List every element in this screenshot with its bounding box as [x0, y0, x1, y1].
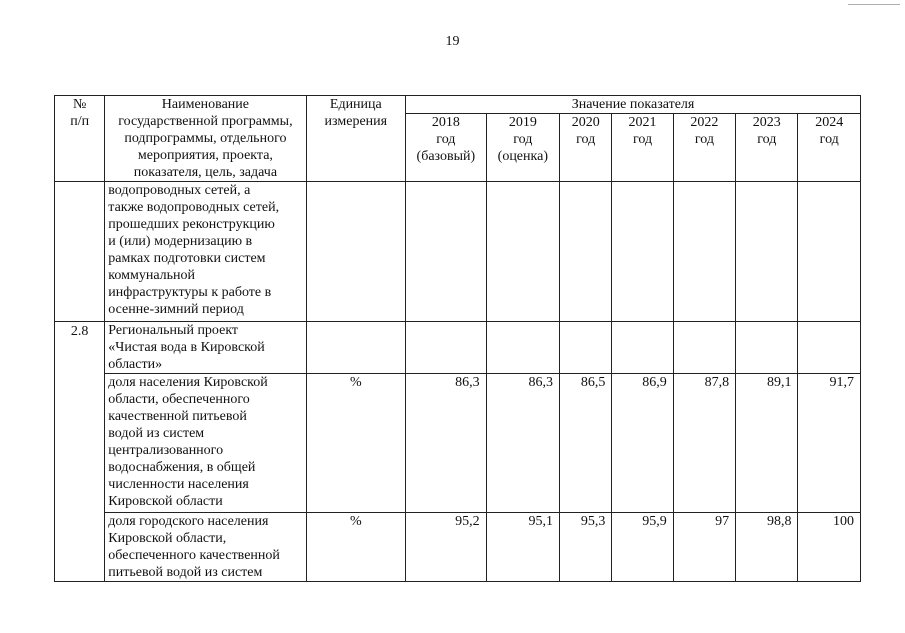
value-2020: [560, 182, 612, 322]
header-name-line: государственной программы,: [118, 114, 293, 129]
header-year-2024: [798, 114, 861, 182]
year-note: (базовый): [416, 149, 476, 165]
year-label: 2020: [571, 115, 600, 131]
row-name-line: коммунальной: [108, 268, 196, 283]
row-name-line: питьевой водой из систем: [108, 565, 263, 580]
row-name-line: водопроводных сетей, а: [108, 183, 251, 198]
row-name-line: области»: [108, 357, 163, 372]
year-word: год: [576, 132, 596, 148]
header-name-line: показателя, цель, задача: [133, 165, 278, 180]
row-name-line: инфраструктуры к работе в: [108, 285, 272, 300]
year-label: 2022: [690, 115, 719, 131]
header-row-top: [55, 96, 861, 114]
value-2020: 95,3: [560, 513, 612, 582]
row-unit: %: [306, 374, 406, 513]
row-name: [105, 182, 306, 322]
row-name-line: качественной питьевой: [108, 409, 247, 424]
header-year-2023: [736, 114, 798, 182]
value-2022: 97: [673, 513, 735, 582]
row-name: [105, 322, 306, 374]
header-num: [55, 96, 105, 182]
page-number: 19: [445, 34, 460, 49]
row-name-line: численности населения: [108, 477, 249, 492]
year-label: 2021: [628, 115, 657, 131]
row-name-line: и (или) модернизацию в: [108, 234, 253, 249]
value-2024: [798, 322, 861, 374]
year-word: год: [757, 132, 777, 148]
row-name-line: Кировской области,: [108, 531, 227, 546]
header-year-2020: [560, 114, 612, 182]
year-word: год: [513, 132, 533, 148]
value-2020: 86,5: [560, 374, 612, 513]
row-name-line: водоснабжения, в общей: [108, 460, 256, 475]
table-row: [55, 182, 861, 322]
row-name-line: водой из систем: [108, 426, 205, 441]
value-2020: [560, 322, 612, 374]
year-note: (оценка): [497, 149, 548, 165]
row-unit: %: [306, 513, 406, 582]
value-2018: 95,2: [406, 513, 486, 582]
value-2018: [406, 182, 486, 322]
row-name-line: централизованного: [108, 443, 224, 458]
row-unit: [306, 322, 406, 374]
value-2021: [612, 322, 673, 374]
row-name-line: рамках подготовки систем: [108, 251, 266, 266]
value-2019: [486, 322, 559, 374]
header-num-line: №: [72, 97, 87, 112]
value-2023: [736, 322, 798, 374]
year-label: 2019: [508, 115, 537, 131]
header-name: [105, 96, 306, 182]
year-label: 2023: [752, 115, 781, 131]
value-2022: 87,8: [673, 374, 735, 513]
indicators-table: [54, 95, 861, 582]
year-label: 2018: [431, 115, 460, 131]
value-2021: 95,9: [612, 513, 673, 582]
header-values-group: Значение показателя: [406, 96, 861, 114]
row-name-line: Региональный проект: [108, 323, 239, 338]
row-unit: [306, 182, 406, 322]
header-unit-line: измерения: [324, 114, 388, 129]
row-name-line: доля городского населения: [108, 514, 269, 529]
value-2022: [673, 322, 735, 374]
header-name-line: подпрограммы, отдельного: [124, 131, 287, 146]
value-2024: [798, 182, 861, 322]
value-2024: 91,7: [798, 374, 861, 513]
row-name: [105, 513, 306, 582]
header-year-2018: [406, 114, 486, 182]
row-name-line: области, обеспеченного: [108, 392, 250, 407]
row-name-line: осенне-зимний период: [108, 302, 244, 317]
row-name-line: «Чистая вода в Кировской: [108, 340, 265, 355]
header-year-2021: [612, 114, 673, 182]
value-2023: [736, 182, 798, 322]
header-name-line: Наименование: [161, 97, 250, 112]
value-2018: 86,3: [406, 374, 486, 513]
header-num-line: п/п: [70, 114, 90, 129]
header-year-2022: [673, 114, 735, 182]
header-name-line: мероприятия, проекта,: [137, 148, 273, 163]
value-2024: 100: [798, 513, 861, 582]
row-name-line: Кировской области: [108, 494, 223, 509]
value-2021: 86,9: [612, 374, 673, 513]
row-name-line: доля населения Кировской: [108, 375, 268, 390]
table-row: [55, 374, 861, 513]
value-2018: [406, 322, 486, 374]
row-name: [105, 374, 306, 513]
value-2019: 86,3: [486, 374, 559, 513]
year-word: год: [632, 132, 653, 148]
header-unit: [306, 96, 406, 182]
corner-mark: [848, 4, 900, 5]
value-2019: 95,1: [486, 513, 559, 582]
year-word: год: [694, 132, 714, 148]
row-num: [55, 182, 105, 322]
row-name-line: обеспеченного качественной: [108, 548, 280, 563]
header-year-2019: [486, 114, 559, 182]
value-2022: [673, 182, 735, 322]
row-name-line: также водопроводных сетей,: [108, 200, 280, 215]
table-row: [55, 513, 861, 582]
row-name-line: прошедших реконструкцию: [108, 217, 275, 232]
value-2023: 98,8: [736, 513, 798, 582]
value-2019: [486, 182, 559, 322]
year-label: 2024: [815, 115, 844, 131]
value-2021: [612, 182, 673, 322]
table-row: [55, 322, 861, 374]
year-word: год: [436, 132, 456, 148]
year-word: год: [819, 132, 839, 148]
row-num: 2.8: [55, 322, 105, 582]
value-2023: 89,1: [736, 374, 798, 513]
header-unit-line: Единица: [329, 97, 382, 112]
